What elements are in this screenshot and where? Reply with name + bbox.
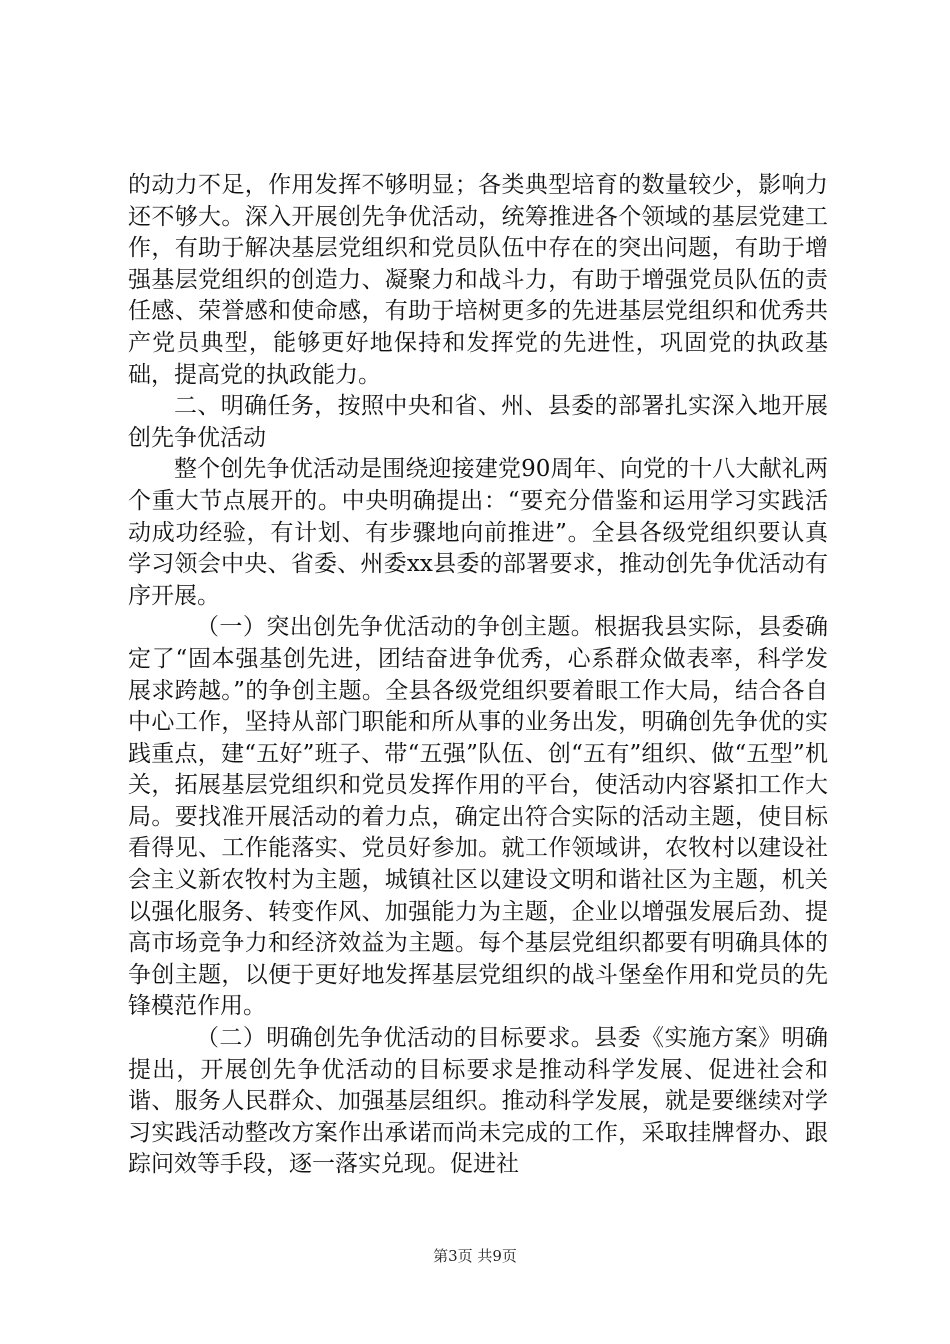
- section-heading-two: 二、明确任务，按照中央和省、州、县委的部署扎实深入地开展创先争优活动: [128, 393, 828, 451]
- page-footer: 第3页 共9页: [433, 1247, 517, 1265]
- paragraph-overview: 整个创先争优活动是围绕迎接建党90周年、向党的十八大献礼两个重大节点展开的。中央明确提出：“要充分借鉴和运用学习实践活动成功经验，有计划、有步骤地向前推进”。全县各级党组织要认真学习领会中央、省委、州委xx县委的部署要求，推动创先争优活动有序开展。: [128, 456, 828, 609]
- subsection-one: （一）突出创先争优活动的争创主题。根据我县实际，县委确定了“固本强基创先进，团结奋进争优秀，心系群众做表率，科学发展求跨越。”的争创主题。全县各级党组织要着眼工作大局，结合各自中心工作，坚持从部门职能和所从事的业务出发，明确创先争优的实践重点，建“五好”班子、带“五强”队伍、创“五有”组织、做“五型”机关，拓展基层党组织和党员发挥作用的平台，使活动内容紧扣工作大局。要找准开展活动的着力点，确定出符合实际的活动主题，使目标看得见、工作能落实、党员好参加。就工作领域讲，农牧村以建设社会主义新农牧村为主题，城镇社区以建设文明和谐社区为主题，机关以强化服务、转变作风、加强能力为主题，企业以增强发展后劲、提高市场竞争力和经济效益为主题。每个基层党组织都要有明确具体的争创主题，以便于更好地发挥基层党组织的战斗堡垒作用和党员的先锋模范作用。: [128, 614, 828, 1020]
- document-body: [128, 170, 828, 1181]
- paragraph-continuation: 的动力不足，作用发挥不够明显；各类典型培育的数量较少，影响力还不够大。深入开展创先争优活动，统筹推进各个领域的基层党建工作，有助于解决基层党组织和党员队伍中存在的突出问题，有助于增强基层党组织的创造力、凝聚力和战斗力，有助于增强党员队伍的责任感、荣誉感和使命感，有助于培树更多的先进基层党组织和优秀共产党员典型，能够更好地保持和发挥党的先进性，巩固党的执政基础，提高党的执政能力。: [128, 172, 828, 388]
- subsection-two: （二）明确创先争优活动的目标要求。县委《实施方案》明确提出，开展创先争优活动的目标要求是推动科学发展、促进社会和谐、服务人民群众、加强基层组织。推动科学发展，就是要继续对学习实践活动整改方案作出承诺而尚未完成的工作，采取挂牌督办、跟踪问效等手段，逐一落实兑现。促进社: [128, 1025, 828, 1178]
